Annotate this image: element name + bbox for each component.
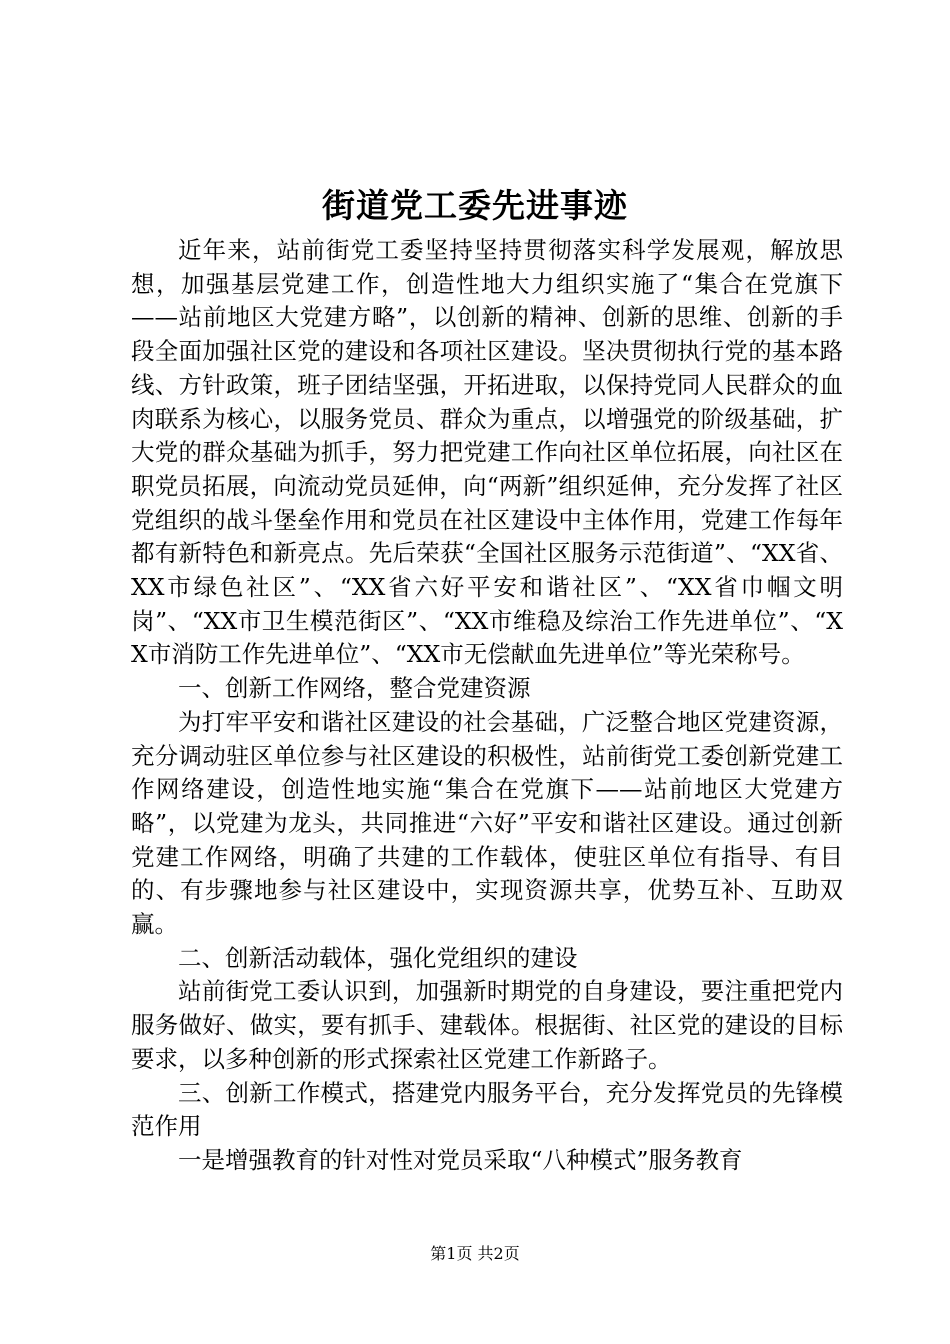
- section-heading-2: 二、创新活动载体，强化党组织的建设: [178, 943, 578, 972]
- section-heading-3: 三、创新工作模式，搭建党内服务平台，充分发挥党员的先锋模范作用: [131, 1078, 843, 1141]
- section-3-paragraph: 一是增强教育的针对性对党员采取“八种模式”服务教育: [178, 1145, 743, 1174]
- document-body: [131, 234, 843, 1178]
- section-2-paragraph: 站前街党工委认识到，加强新时期党的自身建设，要注重把党内服务做好、做实，要有抓手、建载体。根据街、社区党的建设的目标要求，以多种创新的形式探索社区党建工作新路子。: [131, 977, 843, 1073]
- page-number-footer: 第1页 共2页: [430, 1244, 520, 1263]
- section-heading-1: 一、创新工作网络，整合党建资源: [178, 674, 531, 703]
- section-1-paragraph: 为打牢平安和谐社区建设的社会基础，广泛整合地区党建资源，充分调动驻区单位参与社区建设的积极性，站前街党工委创新党建工作网络建设，创造性地实施“集合在党旗下——站前地区大党建方略”，以党建为龙头，共同推进“六好”平安和谐社区建设。通过创新党建工作网络，明确了共建的工作载体，使驻区单位有指导、有目的、有步骤地参与社区建设中，实现资源共享，优势互补、互助双赢。: [131, 707, 843, 939]
- intro-paragraph: 近年来，站前街党工委坚持坚持贯彻落实科学发展观，解放思想，加强基层党建工作，创造性地大力组织实施了“集合在党旗下——站前地区大党建方略”，以创新的精神、创新的思维、创新的手段全面加强社区党的建设和各项社区建设。坚决贯彻执行党的基本路线、方针政策，班子团结坚强，开拓进取，以保持党同人民群众的血肉联系为核心，以服务党员、群众为重点，以增强党的阶级基础，扩大党的群众基础为抓手，努力把党建工作向社区单位拓展，向社区在职党员拓展，向流动党员延伸，向“两新”组织延伸，充分发挥了社区党组织的战斗堡垒作用和党员在社区建设中主体作用，党建工作每年都有新特色和新亮点。先后荣获“全国社区服务示范街道”、“XX省、XX市绿色社区”、“XX省六好平安和谐社区”、“XX省巾帼文明岗”、“XX市卫生模范街区”、“XX市维稳及综治工作先进单位”、“XX市消防工作先进单位”、“XX市无偿献血先进单位”等光荣称号。: [131, 236, 843, 669]
- document-title: 街道党工委先进事迹: [322, 186, 628, 225]
